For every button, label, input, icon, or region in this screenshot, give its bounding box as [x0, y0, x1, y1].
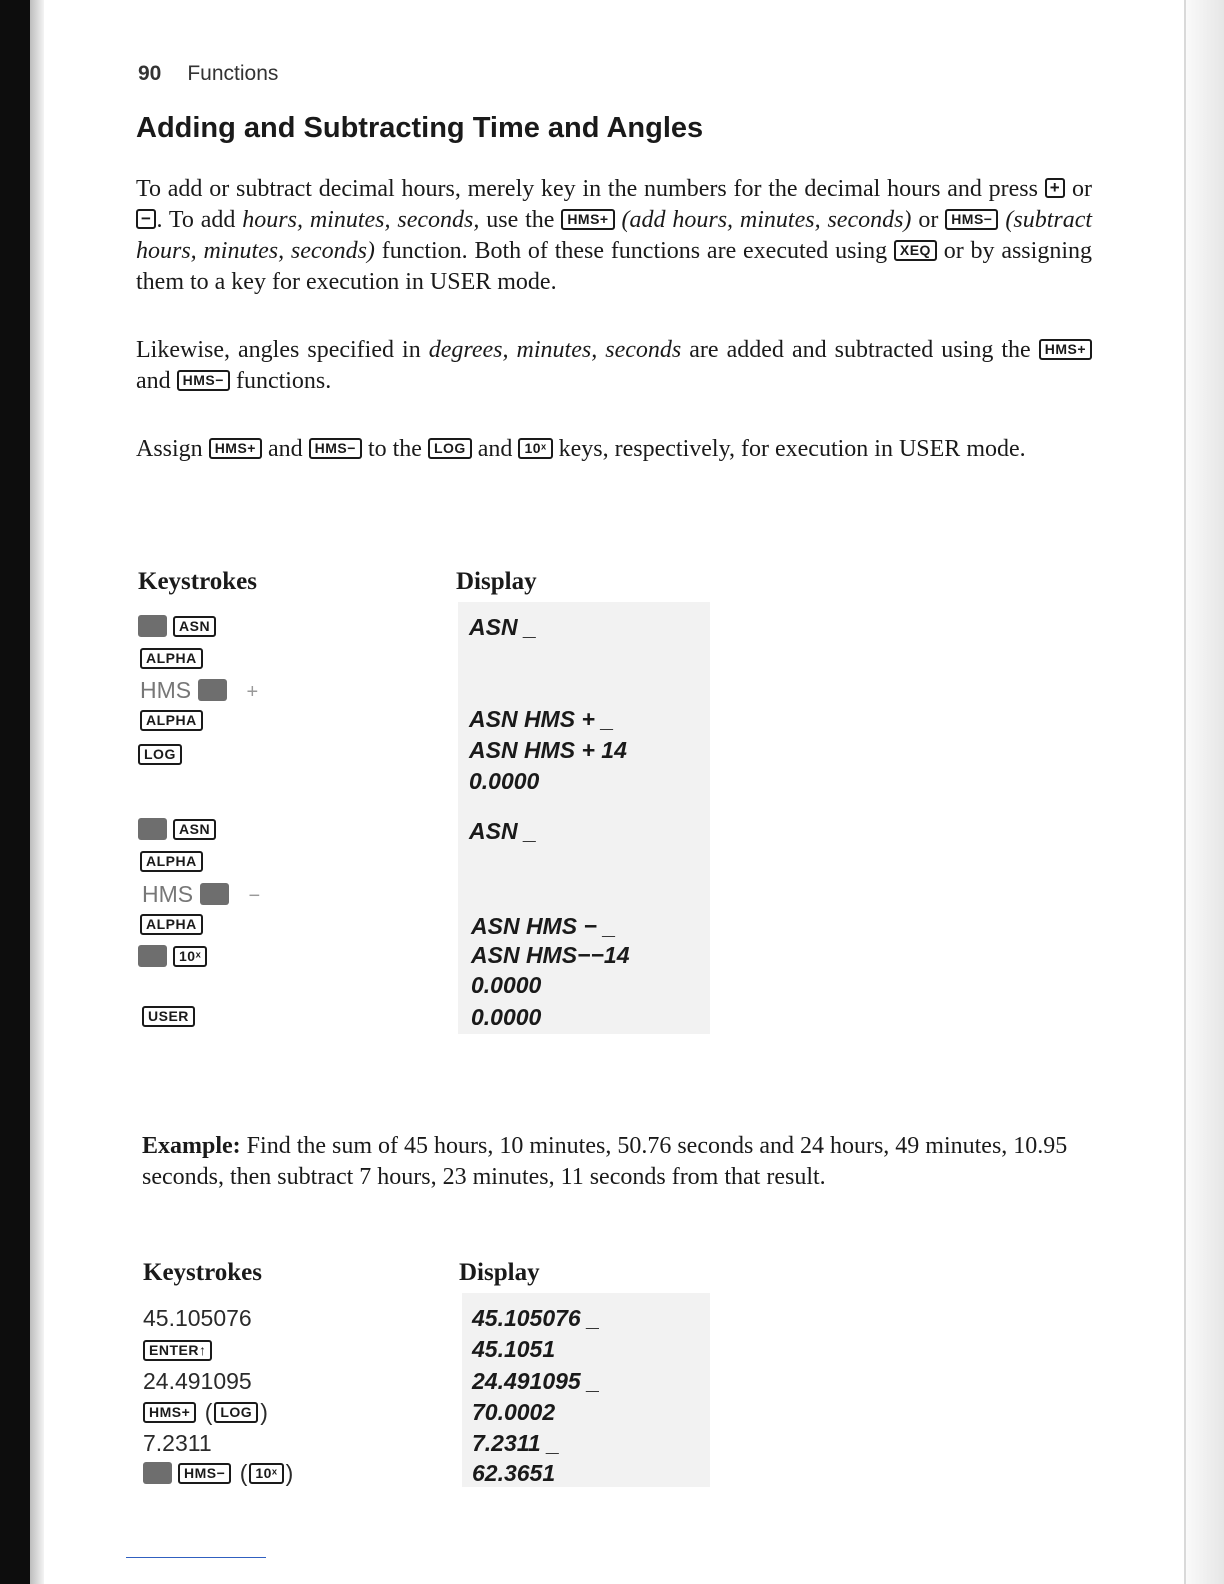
- asn-key: ASN: [173, 616, 216, 637]
- display-value: 7.2311 _: [472, 1430, 560, 1456]
- hms-plus-key: HMS+: [209, 438, 262, 459]
- display-value: ASN HMS + 14: [469, 737, 627, 763]
- display-value: 45.1051: [472, 1336, 556, 1362]
- hms-minus-key: HMS−: [945, 209, 998, 230]
- keystroke-row: 7.2311: [143, 1430, 212, 1456]
- display-value: 62.3651: [472, 1460, 556, 1486]
- hms-minus-key: HMS−: [309, 438, 362, 459]
- alpha-key: ALPHA: [140, 710, 203, 731]
- shift-key: [198, 679, 227, 701]
- display-header: Display: [456, 568, 537, 595]
- display-value: 70.0002: [472, 1399, 556, 1425]
- shift-key: [138, 945, 167, 967]
- display-value: ASN HMS + _: [469, 706, 615, 732]
- shift-key: [138, 818, 167, 840]
- keystroke-row: 45.105076: [143, 1305, 252, 1331]
- keystroke-row: [138, 613, 216, 640]
- enter-key: ENTER↑: [143, 1340, 212, 1361]
- user-key: USER: [142, 1006, 195, 1027]
- keystrokes-header: Keystrokes: [143, 1259, 262, 1286]
- shift-key: [200, 883, 229, 905]
- keystroke-row: 24.491095: [143, 1368, 252, 1394]
- shift-key: [138, 615, 167, 637]
- footnote-rule: [126, 1557, 266, 1558]
- section-name: Functions: [187, 62, 279, 85]
- example-label: Example:: [142, 1133, 241, 1159]
- xeq-key: XEQ: [894, 240, 937, 261]
- hms-minus-key: HMS−: [178, 1463, 231, 1484]
- display-value: 24.491095 _: [472, 1368, 600, 1394]
- alpha-key: ALPHA: [140, 851, 203, 872]
- keystroke-row: [138, 943, 207, 970]
- log-key: LOG: [138, 744, 182, 765]
- scan-edge-left: [0, 0, 30, 1584]
- alpha-key: ALPHA: [140, 648, 203, 669]
- alpha-key: ALPHA: [140, 914, 203, 935]
- keystroke-row: [142, 1003, 195, 1030]
- paragraph-angles: Likewise, angles specified in degrees, minutes, seconds are added and subtracted using the HMS+ and HMS− functions.: [136, 335, 1092, 397]
- section-title: Adding and Subtracting Time and Angles: [136, 112, 704, 144]
- keystroke-row: [143, 1337, 212, 1364]
- hms-minus-key: HMS−: [177, 370, 230, 391]
- display-value: ASN _: [469, 818, 537, 844]
- log-key: LOG: [428, 438, 472, 459]
- scan-edge-right: [1186, 0, 1224, 1584]
- ten-x-key: 10ˣ: [518, 438, 552, 459]
- keystroke-row: [140, 707, 203, 734]
- keystroke-row: HMS +: [140, 677, 259, 703]
- keystroke-row: [140, 848, 203, 875]
- display-value: 0.0000: [471, 1004, 542, 1030]
- keystroke-row: HMS+ ( LOG ): [143, 1399, 270, 1426]
- paragraph-decimal-hours: To add or subtract decimal hours, merely key in the numbers for the decimal hours and press + or − . To add hours, minutes, seconds, use the HMS+ (add hours, minutes, seconds) or HMS− (subtract hours, minutes, seconds) function. Both of these functions are executed using XEQ or by assigning them to a key for execution in USER mode.: [136, 176, 1093, 295]
- minus-key: −: [136, 209, 156, 229]
- display-value: 45.105076 _: [472, 1305, 600, 1331]
- keystroke-row: [138, 741, 182, 768]
- keystroke-row: [140, 645, 203, 672]
- ten-x-key: 10ˣ: [249, 1463, 283, 1484]
- plus-key: +: [1045, 178, 1065, 198]
- display-header: Display: [459, 1259, 540, 1286]
- ten-x-key: 10ˣ: [173, 946, 207, 967]
- display-value: ASN HMS − _: [471, 913, 617, 939]
- keystrokes-header: Keystrokes: [138, 568, 257, 595]
- keystroke-row: HMS− ( 10ˣ ): [143, 1460, 295, 1487]
- display-value: 0.0000: [471, 972, 542, 998]
- scan-edge-shadow: [30, 0, 44, 1584]
- hms-plus-key: HMS+: [143, 1402, 196, 1423]
- page-number: 90: [138, 62, 162, 85]
- example-paragraph: Example: Find the sum of 45 hours, 10 minutes, 50.76 seconds and 24 hours, 49 minutes, 10.95 seconds, then subtract 7 hours, 23 minutes, 11 seconds from that result.: [142, 1133, 1068, 1190]
- keystroke-row: [140, 911, 203, 938]
- hms-plus-key: HMS+: [561, 209, 614, 230]
- paragraph-assign: Assign HMS+ and HMS− to the LOG and 10ˣ keys, respectively, for execution in USER mode.: [136, 436, 1026, 462]
- log-key: LOG: [214, 1402, 258, 1423]
- display-value: ASN _: [469, 614, 537, 640]
- hms-plus-key: HMS+: [1039, 339, 1092, 360]
- display-value: 0.0000: [469, 768, 540, 794]
- asn-key: ASN: [173, 819, 216, 840]
- keystroke-row: HMS −: [142, 881, 261, 907]
- shift-key: [143, 1462, 172, 1484]
- running-header: [138, 62, 278, 86]
- display-value: ASN HMS−−14: [471, 942, 630, 968]
- keystroke-row: [138, 816, 216, 843]
